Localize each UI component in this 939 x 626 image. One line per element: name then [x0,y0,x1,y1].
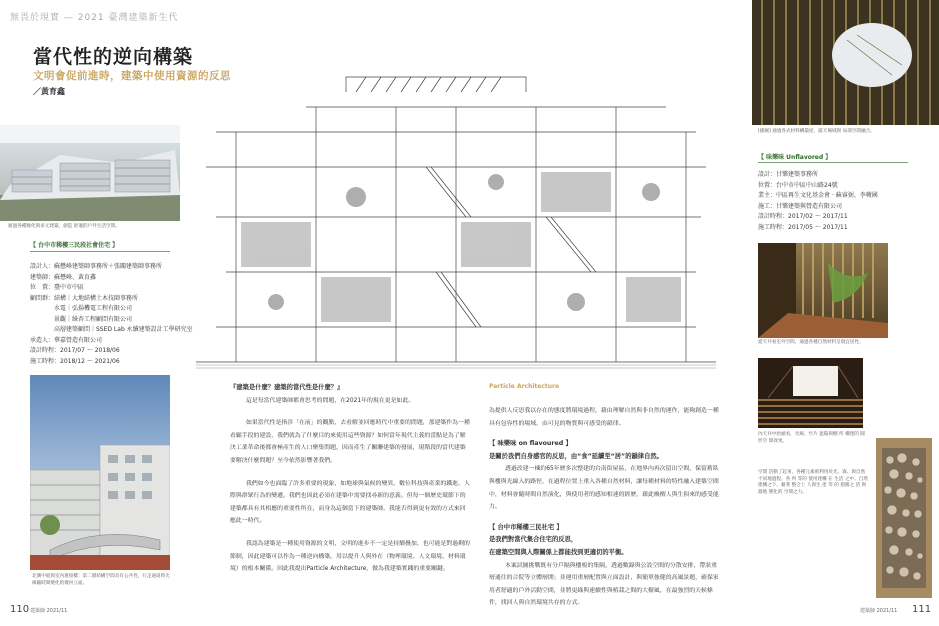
article-subtitle: 文明會促前進時，建築中使用資源的反思 [33,70,231,82]
project1-row: 施工時程：2018/12 ～ 2021/06 [30,357,120,365]
project1-row: 位 置：臺中市中區 [30,284,85,291]
project2-divider [758,162,908,163]
housing-aerial-photo [0,125,180,221]
project1-row: 設計人：蘇懋峰建築師事務所＋張關建築師事務所 [30,263,163,270]
photo1-caption: 通過各種綠化與多元建築，創造 舒適的戶外生活空間。 [8,224,120,229]
project2-row: 業主：中區再生文化基金會 · 蘇睿弼、李蘋國 [758,192,878,199]
photo3-caption: [插圖] 通過各式材料構築屋，露天場域與 局部空間融合。 [758,129,875,134]
project1-row: 景觀｜綠杏工程顧問有限公司 [30,315,133,323]
bamboo-courtyard-photo [758,243,888,338]
skylight-photo [758,358,863,428]
column2-paragraph: 本案試圖挑戰既有分戶隔與樓板的集隔，透過數錄與公設空間的分散安排，帶狀重層通往的合院等立體層開；並運用重層配置與立面設計，與簡單強健的高風景題，確保家用者舒適的戶外活動空間，並將更綠與連續性與植栽之間的大樹風，在最強烈的天候條件，找回人與自然環境共存的方式。 [489,562,719,607]
project2-row: 施工：甘樂建築與營造有限公司 [758,202,843,210]
project1-divider [30,251,170,252]
article-title: 當代性的逆向構築 [33,46,194,68]
right-magazine-label: 建築師 2021/11 [860,608,898,614]
project2-row: 設計：甘樂建築事務所 [758,171,819,178]
column2-heading-2: 【 台中市稀樓三民社宅 】 [489,523,563,531]
column2-paragraph: 透過改建一棟約65年歷多次整建的台南街屋區，在地界內再次留出空間，保留舊臥與樓與光線入的路徑，在過程位置上重入各種自然材料，讓每種材料的特性融入建築空間中，材料會隨時間自然演化，與使用者的感知相連的經歷，藉此喚醒人與生俱來的感受能力。 [489,466,719,511]
photo5-caption: 內天井中抬頭看，光線、竹片 遮陽與棚 所 構建的 圓形空 間效果。 [758,432,865,444]
left-magazine-label: 建築師 2021/11 [30,608,68,614]
project1-row: 承造人：華嘉營造有限公司 [30,336,103,344]
stone-wall-illustration [876,438,932,598]
project1-row: 設計時程：2017/07 ～ 2018/06 [30,347,120,354]
skylight-illustration [758,358,863,428]
project1-row: 建築師：蘇懋峰、黃育鑫 [30,273,97,281]
right-page-number: 111 [912,604,932,615]
project2-tag: 【 味樂味 Unflavored 】 [758,154,832,161]
photo2-caption: 北側中庭與室內連接橋：第二層結構空間具有公共性，行走通道時光線隨時間變化的幾何立面。 [32,574,170,586]
series-header: 無畏於現實 — 2021 臺灣建築新生代 [10,13,179,23]
left-page-number: 110 [10,604,30,615]
building-section-drawing [196,72,716,372]
project1-row: 高層建築顧問｜SSED Lab 永續建築設計工學研究室 [30,326,193,333]
stone-wall-photo [876,438,932,598]
project1-credits [30,262,200,367]
column1-paragraph: 如果當代性是指涉「在前」的觀點，去看解並回應時代中重要的問題，那建築作為一種看顧手段的建設，我們就為了什麼目的來使用這些資源？如何當年現代主義的當點是為了解決工業革命後都會極產生的人口聚集問題，因而產生了關聯建築的發展，現階段的當代建築要解決什麼問題？至今依然影響著我們。 [230,420,470,464]
project2-row: 施工時程：2017/05 ～ 2017/11 [758,223,848,231]
column2-intro: 為提供人反思我以存在的態度將環境過程，藉由理解自然與非自然的運作，能夠創造一種具有包容性的場域，由可見的物質與可感受的韻律。 [489,408,719,427]
article-column-2 [489,405,721,610]
bamboo-roof-photo [752,0,939,125]
column1-lead: 『建築是什麼？建築的當代性是什麼？』 [230,384,344,391]
column2-subheading-2: 是我們對當代集合住宅的反思， [489,536,578,544]
column2-subheading-3: 在建築空間與人際關係上都能找到更適切的平衡。 [489,548,628,556]
photo5b-caption: 空間 活動了起來，各種元素被利用於光、森、與自然 不同地過程。各 所 等的 使用建構 在 生活 之中。自然建構之下，藉著 整合上 人與生 產 等 的 週圍之 活 與 週地 變化的 空間之力。 [758,470,868,495]
housing-courtyard-photo [30,375,170,570]
project2-row: 位置：台中市中區中山路24號 [758,181,838,189]
housing-courtyard-illustration [30,375,170,570]
housing-aerial-illustration [0,125,180,221]
project1-tag: 【 台中市稀樓三民段社會住宅 】 [30,242,119,249]
column1-paragraph: 我認為建築是一種使用資源的文明，文明的進步不一定是持續疊加，也可能是對過剩的節制，因此建築可以作為一種逆向構築，用以提升人與外在（物理環境、人文環境、材料環境）的根本關係。因此我提出Particle Architecture，做為我建築實踐的重要關鍵。 [230,540,470,573]
bamboo-courtyard-illustration [758,243,888,338]
article-column-1 [230,382,470,576]
project1-row: 顧問群：結構｜大地結構土木技師事務所 [30,294,139,302]
column2-heading-1: 【 味樂味 on flavoured 】 [489,440,572,448]
bamboo-roof-illustration [752,0,939,125]
photo4-caption: 從天井看室外空間，通過各種自然材料呈現宜居性。 [758,340,864,345]
column2-subheading-1: 是關於我們自身感官的反思，由“食”延續至“居”的韻律自然。 [489,452,663,460]
project2-credits [758,170,936,233]
project1-row: 水電｜弘揚機電工程有限公司 [30,305,133,312]
article-author: ／黃育鑫 [33,87,65,96]
column1-paragraph: 我們如今也面臨了許多重要的現象，如地球與氣候的變異、數位科技與產業的鐵進、人際與群眾行為的變遷。我們也因此必須在建築中需要找尋新的意義。但每一個歷史環節下的建築都具有其相應的重要性所在，而身為這個當下的建築師，我能否得到更有效的方式來回應此一時代。 [230,480,470,525]
project2-row: 設計時程：2017/02 ～ 2017/11 [758,213,848,220]
column1-paragraph: 這是每當代建築師都會思考的問題，在2021年的現在更是如此。 [246,397,415,404]
particle-architecture-label: Particle Architecture [489,383,560,390]
section-sketch [196,72,716,372]
